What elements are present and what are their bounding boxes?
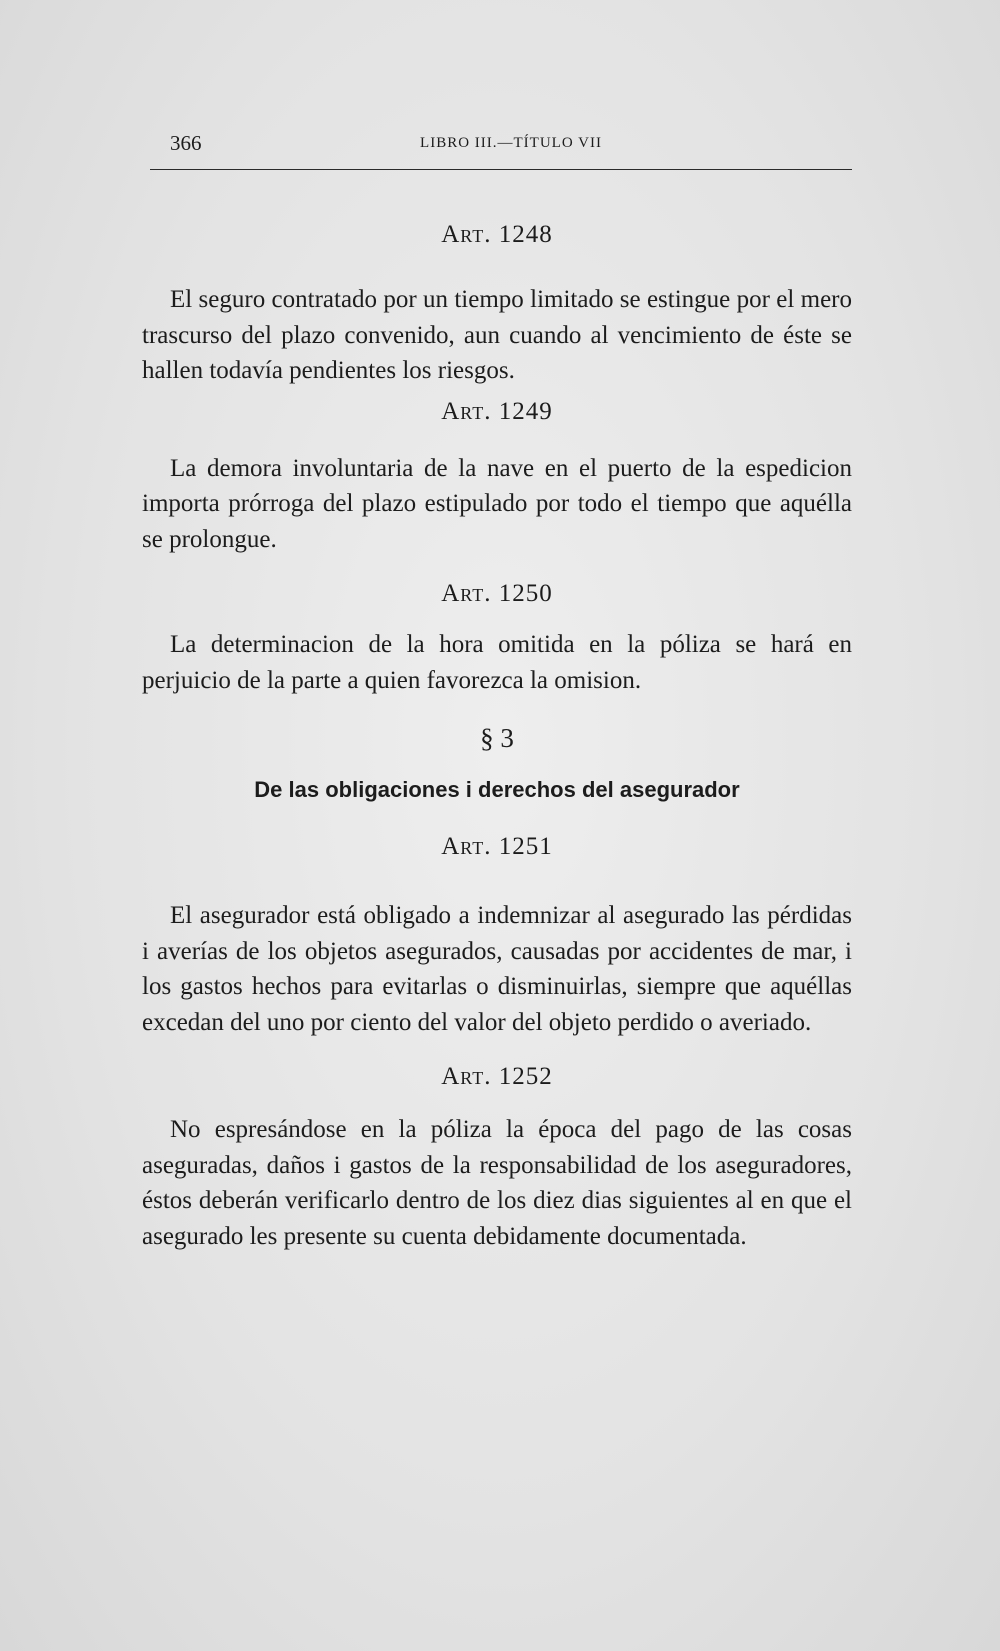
article-text: No espresándose en la póliza la época del pago de las cosas aseguradas, daños i gastos de la responsabilidad de los aseguradores, éstos deberán verificarlo dentro de los diez dias siguientes al en que el asegurado les presente su cuenta debidamente documentada. [142,1116,852,1250]
article-heading [142,395,852,429]
section-title: De las obligaciones i derechos del asegurador [254,777,740,802]
article-label: Art. [441,221,492,248]
article-number: 1249 [498,397,553,425]
page-number: 366 [170,131,202,155]
page-header [170,131,852,163]
article-text: La demora involuntaria de la nave en el puerto de la espedicion importa prórroga del plazo estipulado por todo el tiempo que aquélla se prolongue. [142,454,852,553]
section-mark: § 3 [480,723,514,753]
article-text: El seguro contratado por un tiempo limitado se estingue por el mero trascurso del plazo convenido, aun cuando al vencimiento de éste se hallen todavía pendientes los riesgos. [142,286,852,384]
article-label: Art. [441,1063,492,1090]
article-heading [142,218,852,252]
article-number: 1250 [498,580,553,607]
article-label: Art. [441,580,492,607]
article-text: La determinacion de la hora omitida en la póliza se hará en perjuicio de la parte a quien favorezca la omision. [142,631,852,694]
article-number: 1248 [498,221,553,248]
article-label: Art. [441,397,492,425]
article-number: 1251 [498,833,553,860]
running-head: LIBRO III.—TÍTULO VII [420,135,602,151]
article-heading [142,577,852,611]
article-heading [142,830,852,864]
article-heading [142,1060,852,1094]
article-text: El asegurador está obligado a indemnizar al asegurado las pérdidas i averías de los objetos asegurados, causadas por accidentes de mar, i los gastos hechos para evitarlas o disminuirlas, siempre que aquéllas excedan del uno por ciento del valor del objeto perdido o averiado. [142,902,852,1036]
page-body [142,218,852,1254]
article-number: 1252 [498,1063,553,1090]
header-rule [150,169,852,170]
article-label: Art. [441,833,492,860]
